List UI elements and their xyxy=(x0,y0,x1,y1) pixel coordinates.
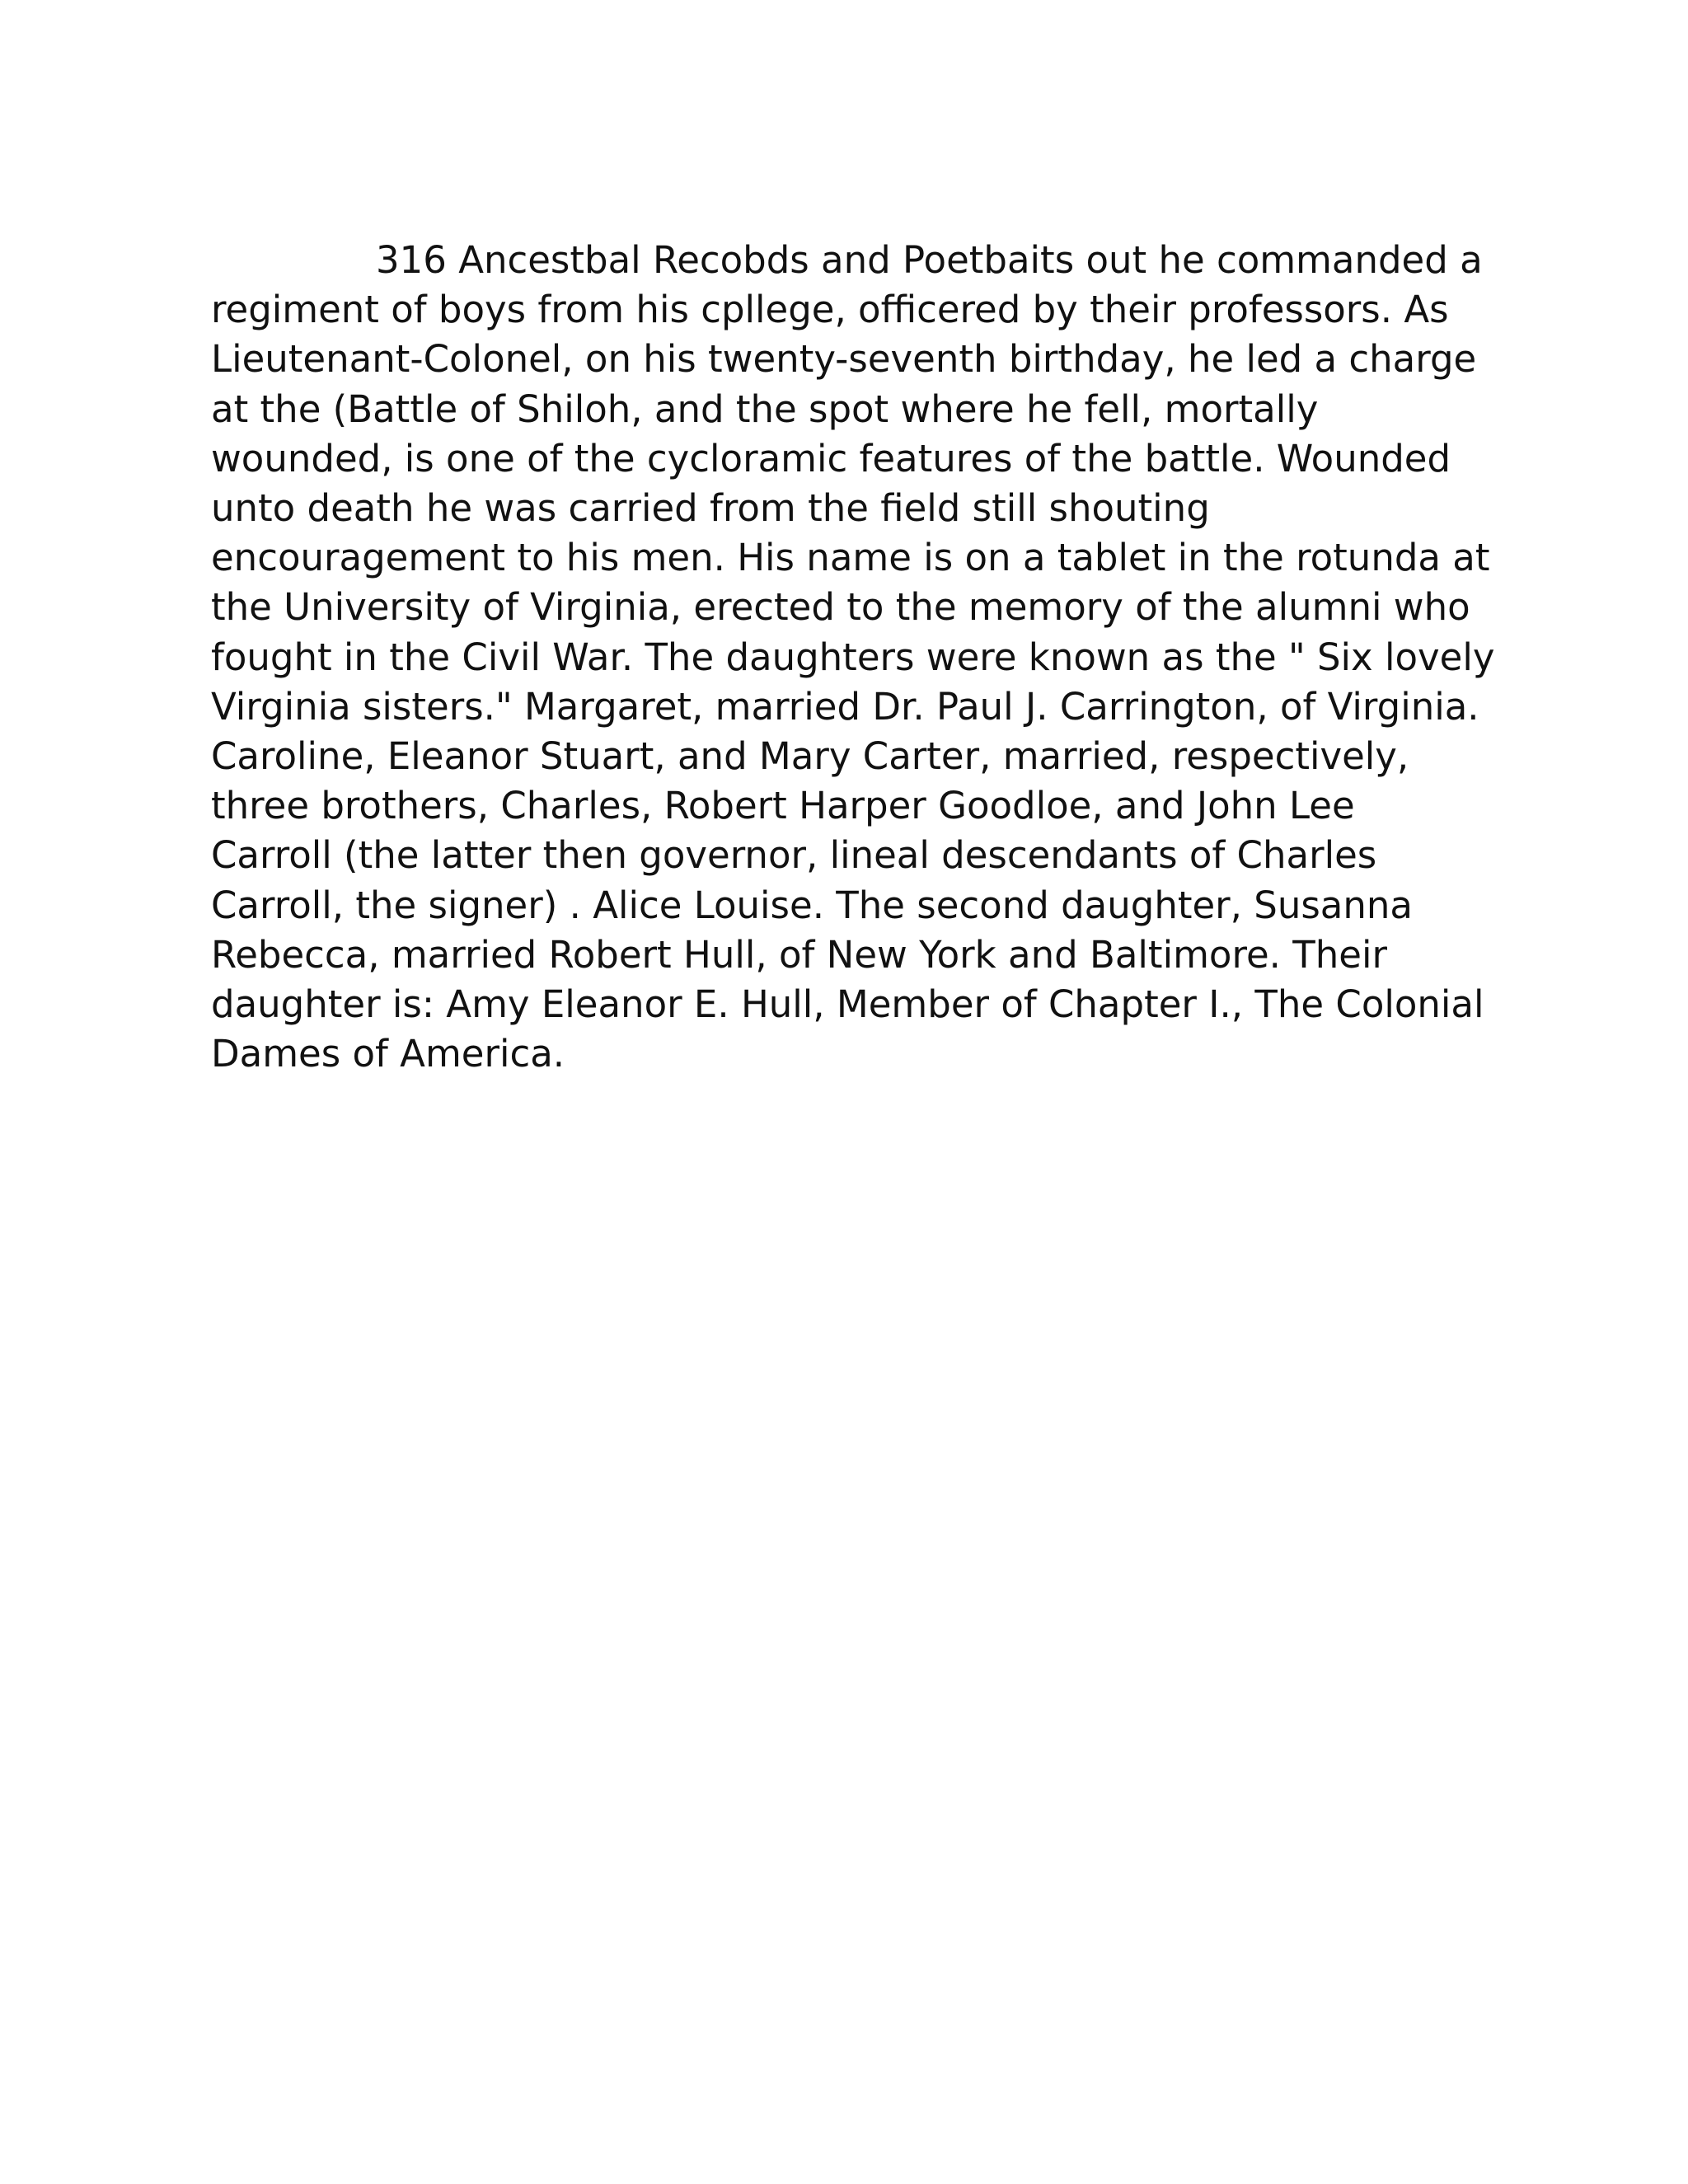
text-line: fought in the Civil War. The daughters were known as the " Six lovely xyxy=(211,635,1495,679)
text-line: Rebecca, married Robert Hull, of New York and Baltimore. Their xyxy=(211,932,1387,977)
text-line: Virginia sisters." Margaret, married Dr. Paul J. Carrington, of Virginia. xyxy=(211,684,1479,729)
text-line: unto death he was carried from the field still shouting xyxy=(211,486,1210,531)
text-line: three brothers, Charles, Robert Harper Goodloe, and John Lee xyxy=(211,784,1355,828)
text-line: daughter is: Amy Eleanor E. Hull, Member of Chapter I., The Colonial xyxy=(211,982,1484,1027)
text-line: 316 Ancestbal Recobds and Poetbaits out he commanded a xyxy=(376,238,1483,282)
text-line: encouragement to his men. His name is on a tablet in the rotunda at xyxy=(211,536,1490,580)
text-line: at the (Battle of Shiloh, and the spot where he fell, mortally xyxy=(211,387,1319,431)
text-line: wounded, is one of the cycloramic features of the battle. Wounded xyxy=(211,436,1451,480)
text-line: the University of Virginia, erected to the memory of the alumni who xyxy=(211,585,1470,630)
text-line: regiment of boys from his cpllege, officered by their professors. As xyxy=(211,288,1449,332)
text-line: Lieutenant-Colonel, on his twenty-seventh birthday, he led a charge xyxy=(211,337,1477,382)
text-line: Carroll, the signer) . Alice Louise. The second daughter, Susanna xyxy=(211,883,1413,927)
text-line: Carroll (the latter then governor, lineal descendants of Charles xyxy=(211,833,1377,878)
text-line: Caroline, Eleanor Stuart, and Mary Carter, married, respectively, xyxy=(211,734,1409,779)
text-line: Dames of America. xyxy=(211,1032,565,1076)
body-paragraph xyxy=(211,236,1495,1079)
